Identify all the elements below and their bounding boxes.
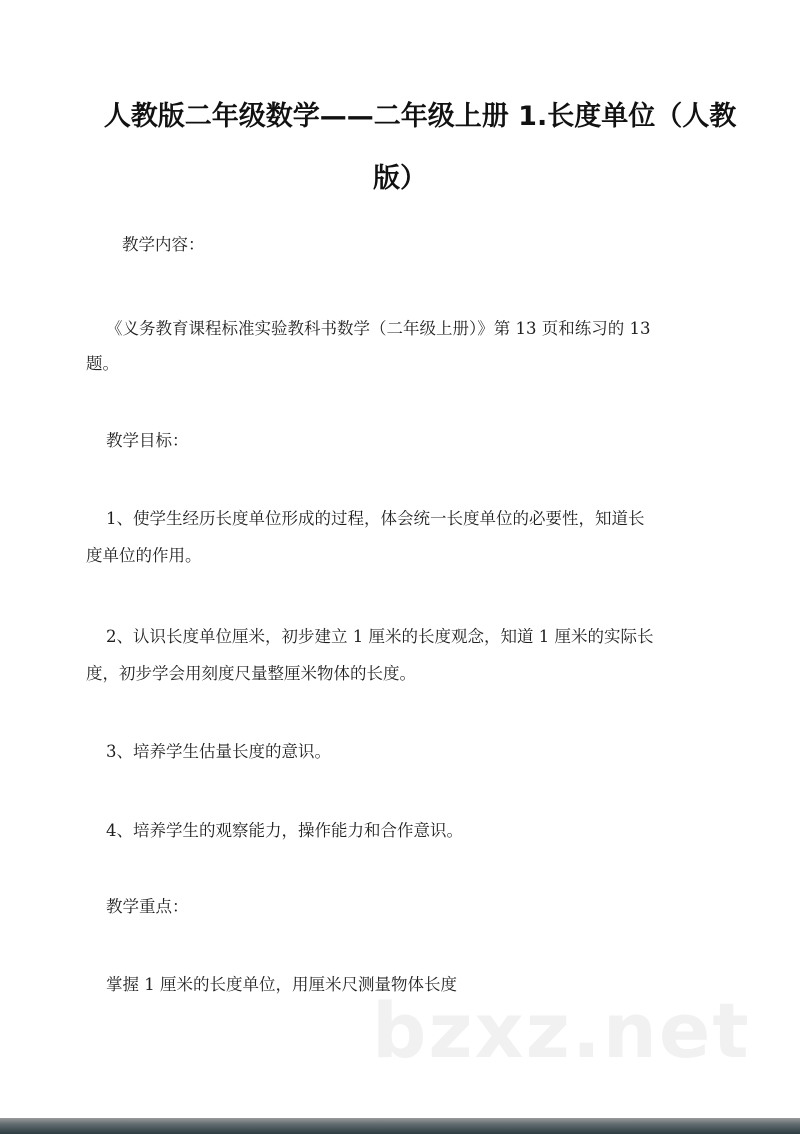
paragraph-line: 度单位的作用。 [86, 546, 202, 565]
paragraph-line: 4、培养学生的观察能力，操作能力和合作意识。 [106, 821, 463, 840]
paragraph-line: 3、培养学生估量长度的意识。 [106, 742, 331, 761]
watermark: bzxz.net [372, 986, 751, 1075]
paragraph-line: 度，初步学会用刻度尺量整厘米物体的长度。 [86, 664, 416, 683]
paragraph-line: 2、认识长度单位厘米，初步建立 1 厘米的长度观念，知道 1 厘米的实际长 [106, 627, 654, 646]
paragraph-line: 题。 [86, 354, 119, 373]
paragraph-line: 掌握 1 厘米的长度单位，用厘米尺测量物体长度 [106, 975, 457, 994]
section-heading-key: 教学重点： [106, 897, 189, 916]
paragraph-line: 1、使学生经历长度单位形成的过程，体会统一长度单位的必要性，知道长 [106, 509, 645, 528]
section-heading-content: 教学内容： [122, 235, 205, 254]
document-title-line2: 版） [373, 163, 427, 194]
paragraph-line: 《义务教育课程标准实验教科书数学（二年级上册）》第 13 页和练习的 13 [106, 319, 651, 338]
section-heading-goals: 教学目标： [106, 431, 189, 450]
document-title-line1: 人教版二年级数学——二年级上册 1.长度单位（人教 [103, 101, 737, 132]
page-bottom-edge [0, 1118, 800, 1134]
